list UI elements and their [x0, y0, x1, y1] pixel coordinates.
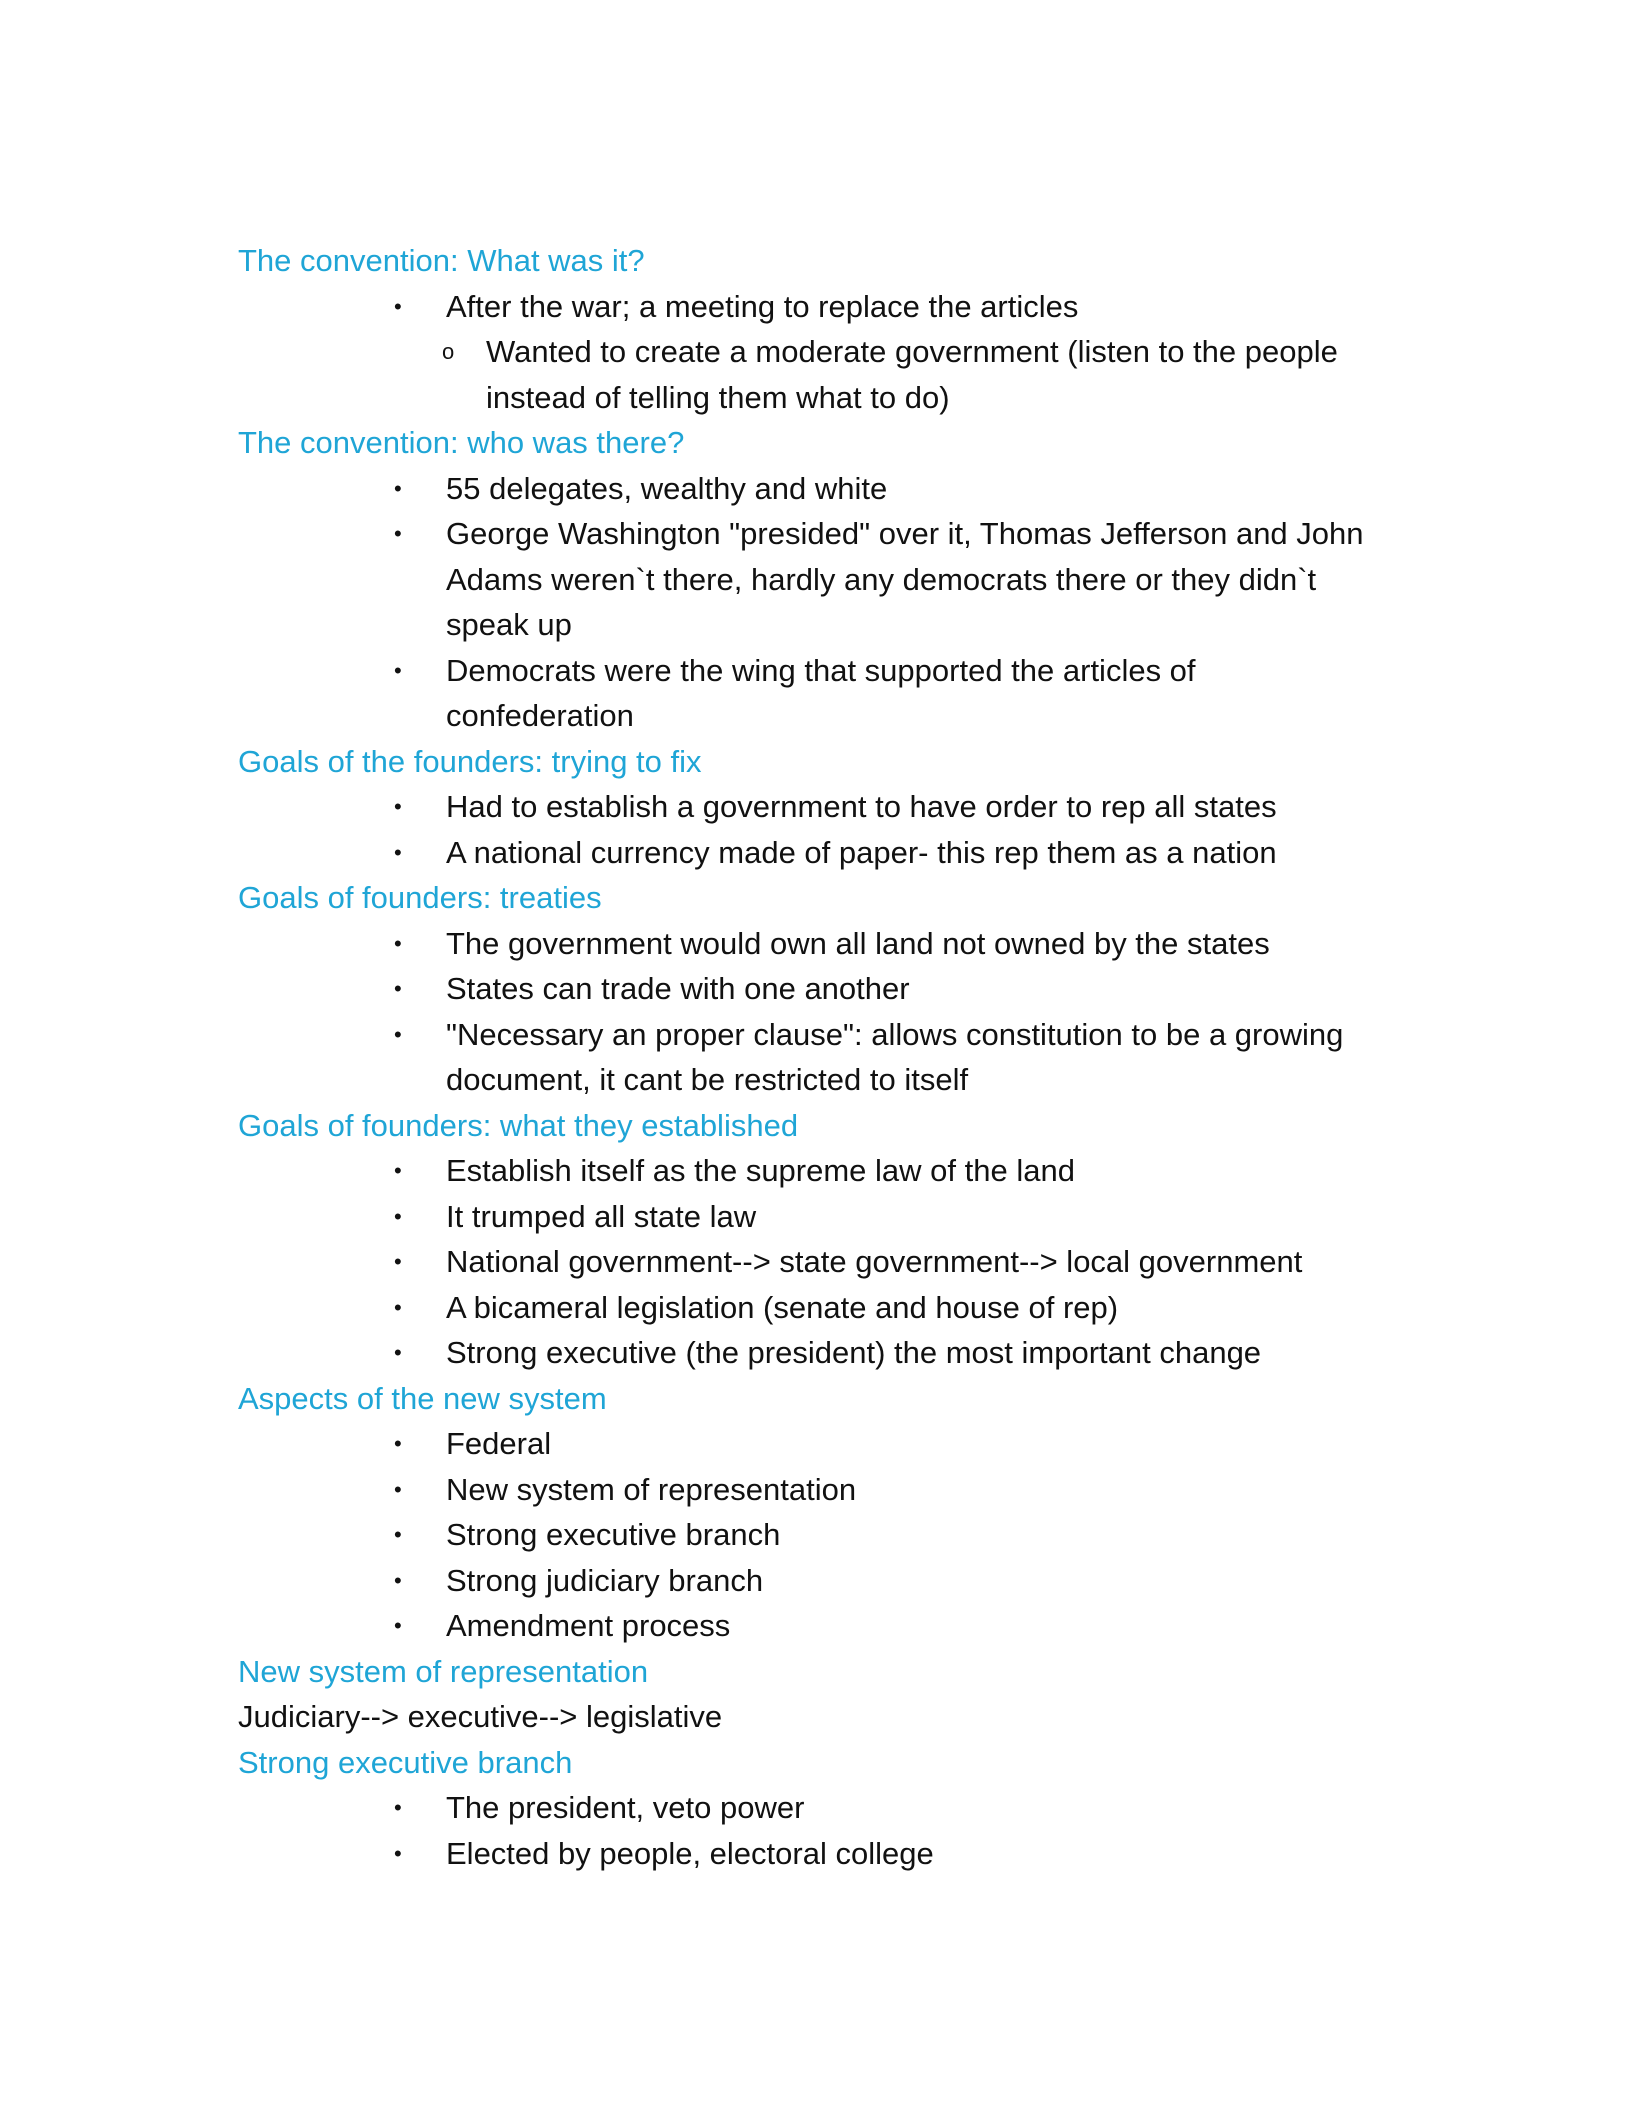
list-item: [394, 921, 1378, 967]
bullet-icon: •: [394, 1203, 402, 1229]
bullet-icon: •: [394, 1567, 402, 1593]
list-item-text: The government would own all land not owned by the states: [446, 925, 1270, 961]
list-item-text: Strong executive branch: [446, 1517, 781, 1552]
list-item: [394, 511, 1378, 648]
list-item-text: The president, veto power: [446, 1790, 805, 1825]
bullet-icon: •: [394, 1021, 402, 1047]
section-heading: Aspects of the new system: [238, 1380, 607, 1416]
plain-text-line: Judiciary--> executive--> legislative: [238, 1699, 723, 1734]
bullet-icon: •: [394, 521, 402, 546]
list-item-text: 55 delegates, wealthy and white: [446, 470, 888, 506]
list-item: [394, 1421, 1378, 1467]
list-item: [394, 966, 1378, 1012]
bullet-icon: •: [394, 1294, 402, 1320]
list-item-text: After the war; a meeting to replace the articles: [446, 288, 1079, 324]
list-item: [394, 1012, 1378, 1103]
section: [238, 420, 1378, 739]
list-item: [394, 1558, 1378, 1604]
section-heading: New system of representation: [238, 1653, 649, 1689]
bullet-icon: •: [394, 1340, 402, 1365]
list-item: [394, 648, 1378, 739]
bullet-icon: •: [394, 293, 402, 319]
sub-list-item: [442, 329, 1378, 420]
list-item: [394, 466, 1378, 512]
list-item-text: National government--> state government--> local government: [446, 1244, 1303, 1279]
bullet-icon: •: [394, 1476, 402, 1502]
section: [238, 1376, 1378, 1649]
bullet-icon: •: [394, 1158, 402, 1183]
list-item: [394, 1785, 1378, 1831]
circle-bullet-icon: o: [442, 339, 455, 364]
bullet-list: [238, 1785, 1378, 1876]
list-item: [394, 1148, 1378, 1194]
list-item: [394, 1512, 1378, 1558]
section-heading: Strong executive branch: [238, 1744, 573, 1780]
bullet-icon: •: [394, 794, 402, 819]
list-item: [394, 1239, 1378, 1285]
list-item-text: "Necessary an proper clause": allows constitution to be a growing document, it cant be restricted to itself: [446, 1016, 1344, 1097]
bullet-icon: •: [394, 1522, 402, 1547]
bullet-list: [238, 1148, 1378, 1376]
list-item-text: Democrats were the wing that supported the articles of confederation: [446, 652, 1196, 733]
bullet-icon: •: [394, 1795, 402, 1820]
section-heading: Goals of the founders: trying to fix: [238, 743, 702, 779]
list-item-text: New system of representation: [446, 1471, 857, 1507]
bullet-list: [238, 1421, 1378, 1649]
list-item: [394, 830, 1378, 876]
list-item-text: It trumped all state law: [446, 1198, 757, 1234]
list-item: [394, 1603, 1378, 1649]
section: [238, 1103, 1378, 1376]
bullet-list: [238, 466, 1378, 739]
list-item: [394, 784, 1378, 830]
list-item-text: States can trade with one another: [446, 971, 910, 1006]
section-heading: The convention: What was it?: [238, 243, 645, 278]
bullet-icon: •: [394, 930, 402, 956]
section: [238, 1740, 1378, 1877]
section-heading: The convention: who was there?: [238, 425, 685, 460]
section: [238, 875, 1378, 1103]
bullet-icon: •: [394, 1840, 402, 1866]
sub-list-item-text: Wanted to create a moderate government (listen to the people instead of telling them what to do): [486, 334, 1338, 415]
bullet-list: [238, 921, 1378, 1103]
bullet-list: [238, 784, 1378, 875]
bullet-icon: •: [394, 1431, 402, 1456]
list-item-text: Establish itself as the supreme law of the land: [446, 1153, 1075, 1188]
section: [238, 1649, 1378, 1740]
list-item: [394, 284, 1378, 421]
list-item-text: Amendment process: [446, 1608, 731, 1643]
list-item-text: Strong judiciary branch: [446, 1562, 764, 1598]
list-item-text: George Washington "presided" over it, Thomas Jefferson and John Adams weren`t there, hardly any democrats there or they didn`t speak up: [446, 516, 1364, 642]
sub-bullet-list: [442, 329, 1378, 420]
bullet-icon: •: [394, 657, 402, 683]
list-item-text: Strong executive (the president) the most important change: [446, 1335, 1262, 1370]
bullet-list: [238, 284, 1378, 421]
bullet-icon: •: [394, 1613, 402, 1638]
list-item-text: Elected by people, electoral college: [446, 1835, 934, 1871]
bullet-icon: •: [394, 1249, 402, 1274]
section-heading: Goals of founders: what they established: [238, 1107, 799, 1143]
section: [238, 238, 1378, 420]
bullet-icon: •: [394, 976, 402, 1001]
section: [238, 739, 1378, 876]
list-item: [394, 1330, 1378, 1376]
list-item: [394, 1831, 1378, 1877]
list-item: [394, 1285, 1378, 1331]
list-item: [394, 1194, 1378, 1240]
bullet-icon: •: [394, 839, 402, 865]
list-item-text: A national currency made of paper- this rep them as a nation: [446, 834, 1277, 870]
list-item-text: A bicameral legislation (senate and house of rep): [446, 1289, 1119, 1325]
section-heading: Goals of founders: treaties: [238, 880, 602, 915]
list-item-text: Federal: [446, 1426, 552, 1461]
list-item: [394, 1467, 1378, 1513]
bullet-icon: •: [394, 475, 402, 501]
document-body: [238, 238, 1378, 1876]
list-item-text: Had to establish a government to have order to rep all states: [446, 789, 1277, 824]
